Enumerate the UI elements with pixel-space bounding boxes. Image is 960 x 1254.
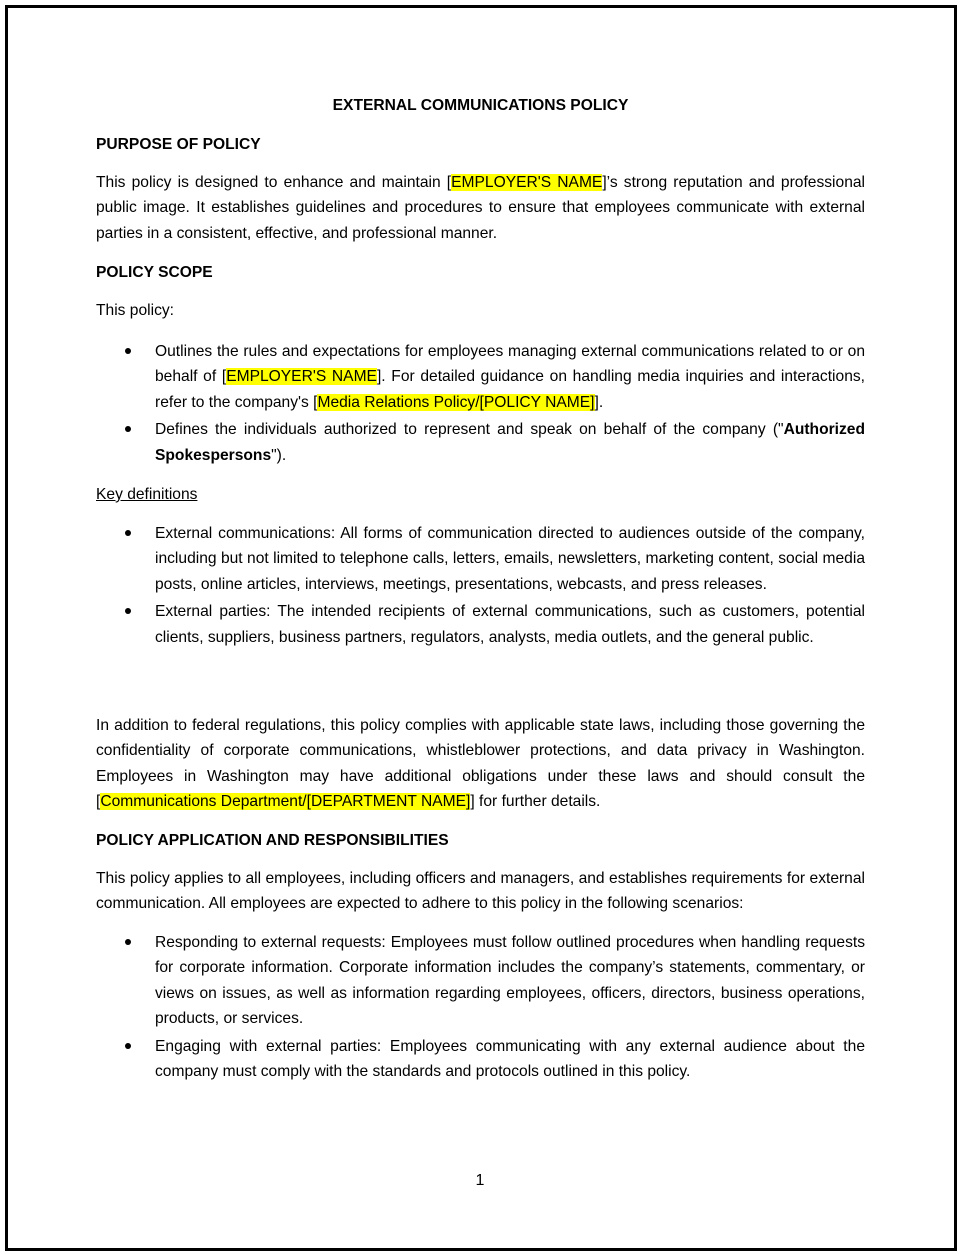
scope-bullet-2-text-2: "). <box>271 446 287 464</box>
compliance-text-2: ] for further details. <box>470 793 601 811</box>
scope-heading: POLICY SCOPE <box>96 264 213 281</box>
bullet-icon <box>125 348 131 354</box>
bullet-icon <box>125 426 131 432</box>
scope-bullet-1-text-2: ]. For detailed guidance on handling media inquiries and interactions, refer to the company's [ <box>155 368 865 411</box>
list-item <box>96 1034 865 1085</box>
bullet-icon <box>125 939 131 945</box>
application-item-text: Responding to external requests: Employees must follow outlined procedures when handling requests for corporate information. Corporate information includes the company’s statements, commentary, or views on issues, as well as information regarding employees, officers, directors, business operations, products, or services. <box>155 934 865 1028</box>
department-name-placeholder: Communications Department/[DEPARTMENT NAME] <box>100 793 471 811</box>
scope-bullet-1-text-1: Outlines the rules and expectations for employees managing external communications related to or on behalf of [ <box>155 343 865 386</box>
list-item <box>96 930 865 1032</box>
definition-text: External communications: All forms of communication directed to audiences outside of the company, including but not limited to telephone calls, letters, emails, newsletters, marketing content, social media posts, online articles, interviews, meetings, presentations, webcasts, and press releases. <box>155 525 865 593</box>
list-item <box>96 521 865 597</box>
bullet-icon <box>125 1043 131 1049</box>
purpose-text-2: ]’s strong reputation and professional public image. It establishes guidelines and procedures to ensure that employees communicate with external parties in a consistent, effective, and professional manner. <box>96 174 865 242</box>
document-title: EXTERNAL COMMUNICATIONS POLICY <box>332 97 629 114</box>
application-heading: POLICY APPLICATION AND RESPONSIBILITIES <box>96 832 449 849</box>
definitions-heading: Key definitions <box>96 486 198 503</box>
employer-name-placeholder: EMPLOYER'S NAME <box>451 174 603 191</box>
list-item <box>96 339 865 415</box>
scope-bullet-2-text-1: Defines the individuals authorized to represent and speak on behalf of the company (" <box>155 421 784 439</box>
bullet-icon <box>125 530 131 536</box>
authorized-spokespersons-term: Authorized Spokespersons <box>155 421 865 464</box>
purpose-text-1: This policy is designed to enhance and maintain [ <box>96 174 452 191</box>
page-number: 1 <box>475 1172 485 1189</box>
scope-intro: This policy: <box>96 302 174 319</box>
purpose-paragraph <box>96 170 865 246</box>
compliance-text-1: In addition to federal regulations, this policy complies with applicable state laws, including those governing the confidentiality of corporate communications, whistleblower protections, and data privacy in Washington. Employees in Washington may have additional obligations under these laws and should consult the [ <box>96 717 865 811</box>
list-item <box>96 599 865 650</box>
definitions-list <box>96 521 865 652</box>
scope-bullet-1-text-3: ]. <box>594 393 604 411</box>
definition-text: External parties: The intended recipients of external communications, such as customers, potential clients, suppliers, business partners, regulators, analysts, media outlets, and the general public. <box>155 603 865 646</box>
application-intro: This policy applies to all employees, including officers and managers, and establishes requirements for external communication. All employees are expected to adhere to this policy in the following scenarios: <box>96 870 865 913</box>
bullet-icon <box>125 608 131 614</box>
list-item <box>96 417 865 468</box>
application-list <box>96 930 865 1086</box>
employer-name-placeholder: EMPLOYER'S NAME <box>226 368 377 386</box>
application-item-text: Engaging with external parties: Employees communicating with any external audience about the company must comply with the standards and protocols outlined in this policy. <box>155 1037 865 1081</box>
policy-name-placeholder: Media Relations Policy/[POLICY NAME] <box>317 393 595 411</box>
scope-list <box>96 339 865 470</box>
purpose-heading: PURPOSE OF POLICY <box>96 136 261 153</box>
compliance-paragraph <box>96 713 865 815</box>
